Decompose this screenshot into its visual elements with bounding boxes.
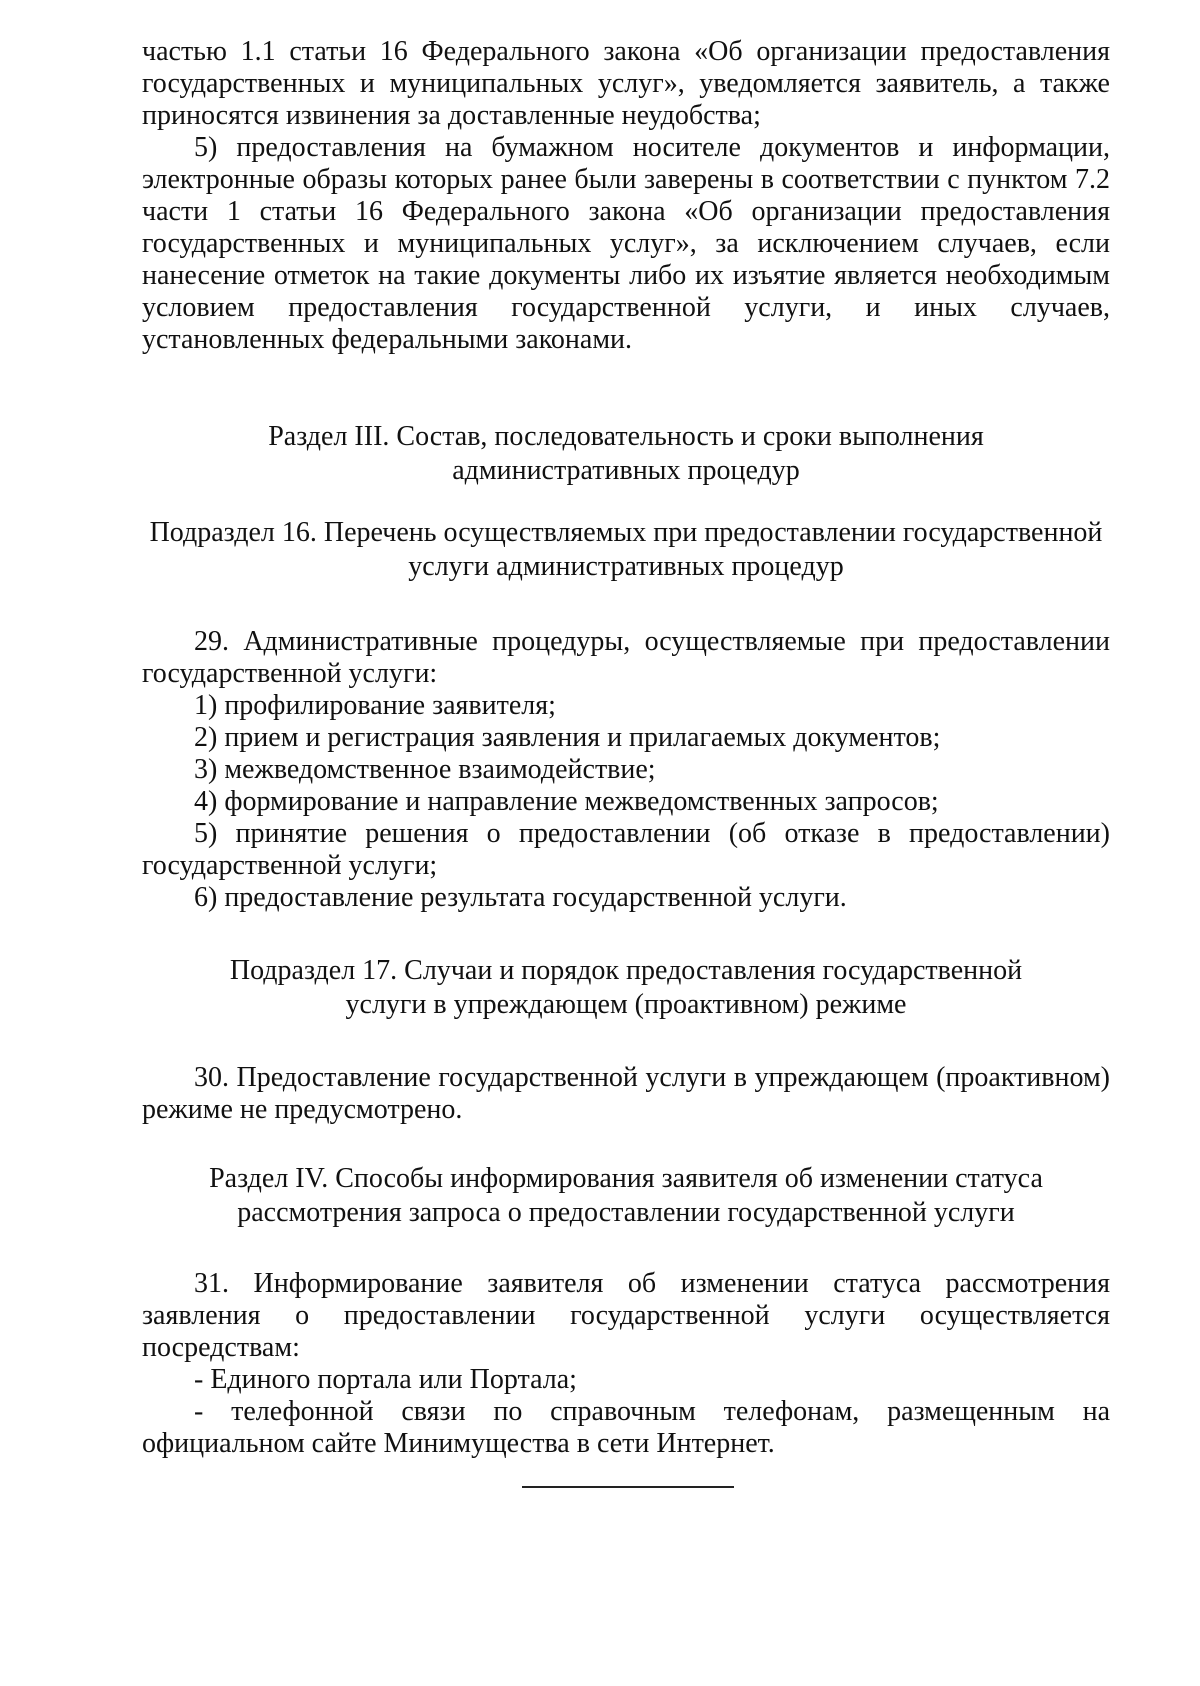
list-item: 6) предоставление результата государственной услуги.: [194, 882, 847, 913]
list-item: 5) принятие решения о предоставлении (об отказе в предоставлении) государственной услуги;: [142, 818, 1110, 881]
subsection-17-heading-line-2: услуги в упреждающем (проактивном) режиме: [345, 989, 907, 1020]
paragraph-31: 31. Информирование заявителя об изменении статуса рассмотрения заявления о предоставлении государственной услуги осуществляется посредствам:: [142, 1268, 1110, 1363]
subsection-16-heading-line-2: услуги административных процедур: [408, 551, 844, 582]
paragraph-29: 29. Административные процедуры, осуществляемые при предоставлении государственной услуги:: [142, 626, 1110, 689]
section-4-heading-line-1: Раздел IV. Способы информирования заявителя об изменении статуса: [209, 1163, 1043, 1194]
paragraph-30: 30. Предоставление государственной услуги в упреждающем (проактивном) режиме не предусмотрено.: [142, 1062, 1110, 1125]
list-item: 4) формирование и направление межведомственных запросов;: [194, 786, 939, 817]
subsection-17-heading-line-1: Подраздел 17. Случаи и порядок предоставления государственной: [229, 955, 1023, 986]
subsection-16-heading-line-1: Подраздел 16. Перечень осуществляемых при предоставлении государственной: [149, 517, 1103, 548]
section-3-heading-line-1: Раздел III. Состав, последовательность и сроки выполнения: [268, 421, 984, 452]
list-item: 2) прием и регистрация заявления и прилагаемых документов;: [194, 722, 941, 753]
paragraph-intro: частью 1.1 статьи 16 Федерального закона «Об организации предоставления государственных и муниципальных услуг», уведомляется заявитель, а также приносятся извинения за доставленные неудобства;: [142, 36, 1110, 131]
section-4-heading: [142, 1162, 1110, 1230]
section-4-heading-line-2: рассмотрения запроса о предоставлении государственной услуги: [237, 1197, 1015, 1228]
list-item: - Единого портала или Портала;: [194, 1364, 577, 1395]
section-3-heading: [142, 420, 1110, 488]
list-item: 3) межведомственное взаимодействие;: [194, 754, 656, 785]
subsection-16-heading: [142, 516, 1110, 584]
document-page: [142, 36, 1110, 1488]
subsection-17-heading: [142, 954, 1110, 1022]
list-item: 1) профилирование заявителя;: [194, 690, 556, 721]
paragraph-item-5: 5) предоставления на бумажном носителе документов и информации, электронные образы которых ранее были заверены в соответствии с пунктом 7.2 части 1 статьи 16 Федерального закона «Об организации предоставления государственных и муниципальных услуг», за исключением случаев, если нанесение отметок на такие документы либо их изъятие является необходимым условием предоставления государственной услуги, и иных случаев, установленных федеральными законами.: [142, 132, 1110, 355]
end-of-text-rule: [522, 1486, 734, 1488]
section-3-heading-line-2: административных процедур: [452, 455, 800, 486]
list-item: - телефонной связи по справочным телефонам, размещенным на официальном сайте Минимущества в сети Интернет.: [142, 1396, 1110, 1459]
